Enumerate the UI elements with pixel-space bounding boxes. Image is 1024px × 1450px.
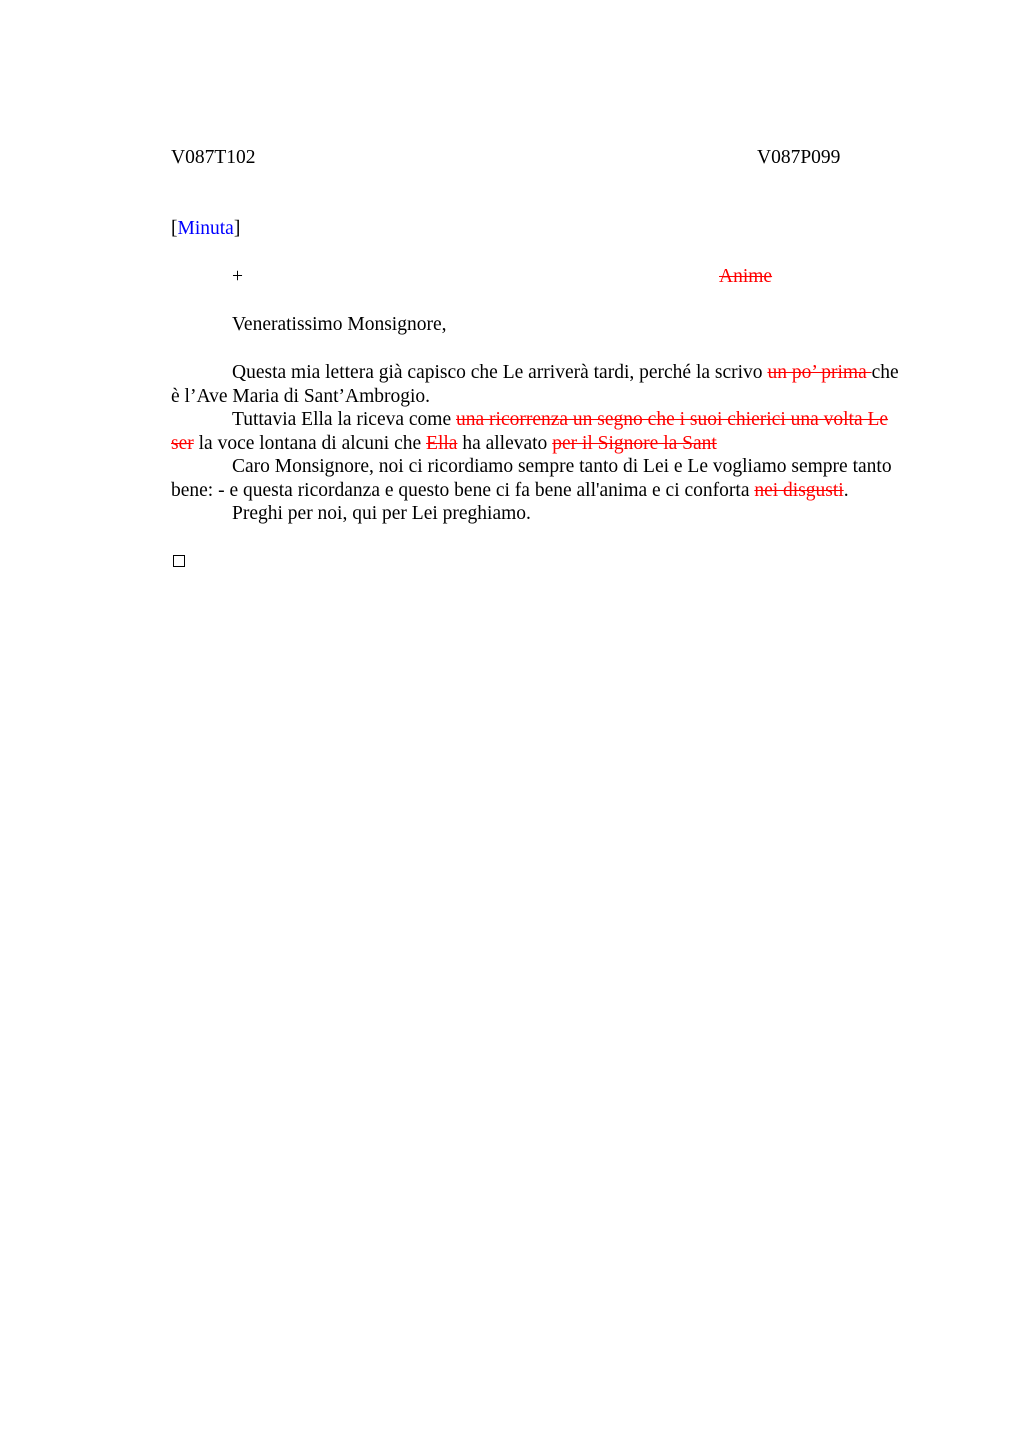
deleted-text: una ricorrenza un segno che i suoi chierici una volta Le ser (171, 409, 889, 454)
deleted-text: Ella (426, 432, 458, 454)
deleted-word-anime: Anime (719, 266, 773, 287)
minuta-label: Minuta (177, 218, 234, 239)
deleted-text: per il Signore la Sant (552, 432, 717, 454)
deleted-text: un po’ prima (767, 362, 872, 383)
paragraph-2: Tuttavia Ella la riceva come una ricorrenza un segno che i suoi chierici una volta Le ser la voce lontana di alcuni che Ella ha allevato per il Signore la Sant (171, 409, 889, 454)
end-marker-square-icon (173, 555, 185, 567)
document-code-left: V087T102 (171, 147, 256, 168)
cross-symbol: + (232, 266, 243, 287)
paragraph-3: Caro Monsignore, noi ci ricordiamo sempre tanto di Lei e Le vogliamo sempre tanto bene: - e questa ricordanza e questo bene ci fa bene all'anima e ci conforta nei disgusti. (171, 456, 892, 501)
minuta-heading (171, 217, 240, 241)
deleted-text: nei disgusti (754, 479, 844, 501)
document-code-right: V087P099 (757, 147, 841, 168)
bracket-open: [ (171, 218, 178, 239)
salutation: Veneratissimo Monsignore, (232, 314, 447, 335)
letter-body (171, 361, 911, 526)
paragraph-1: Questa mia lettera già capisco che Le arriverà tardi, perché la scrivo un po’ prima che è l’Ave Maria di Sant’Ambrogio. (171, 362, 899, 407)
paragraph-4: Preghi per noi, qui per Lei preghiamo. (232, 503, 531, 524)
bracket-close: ] (233, 218, 241, 239)
